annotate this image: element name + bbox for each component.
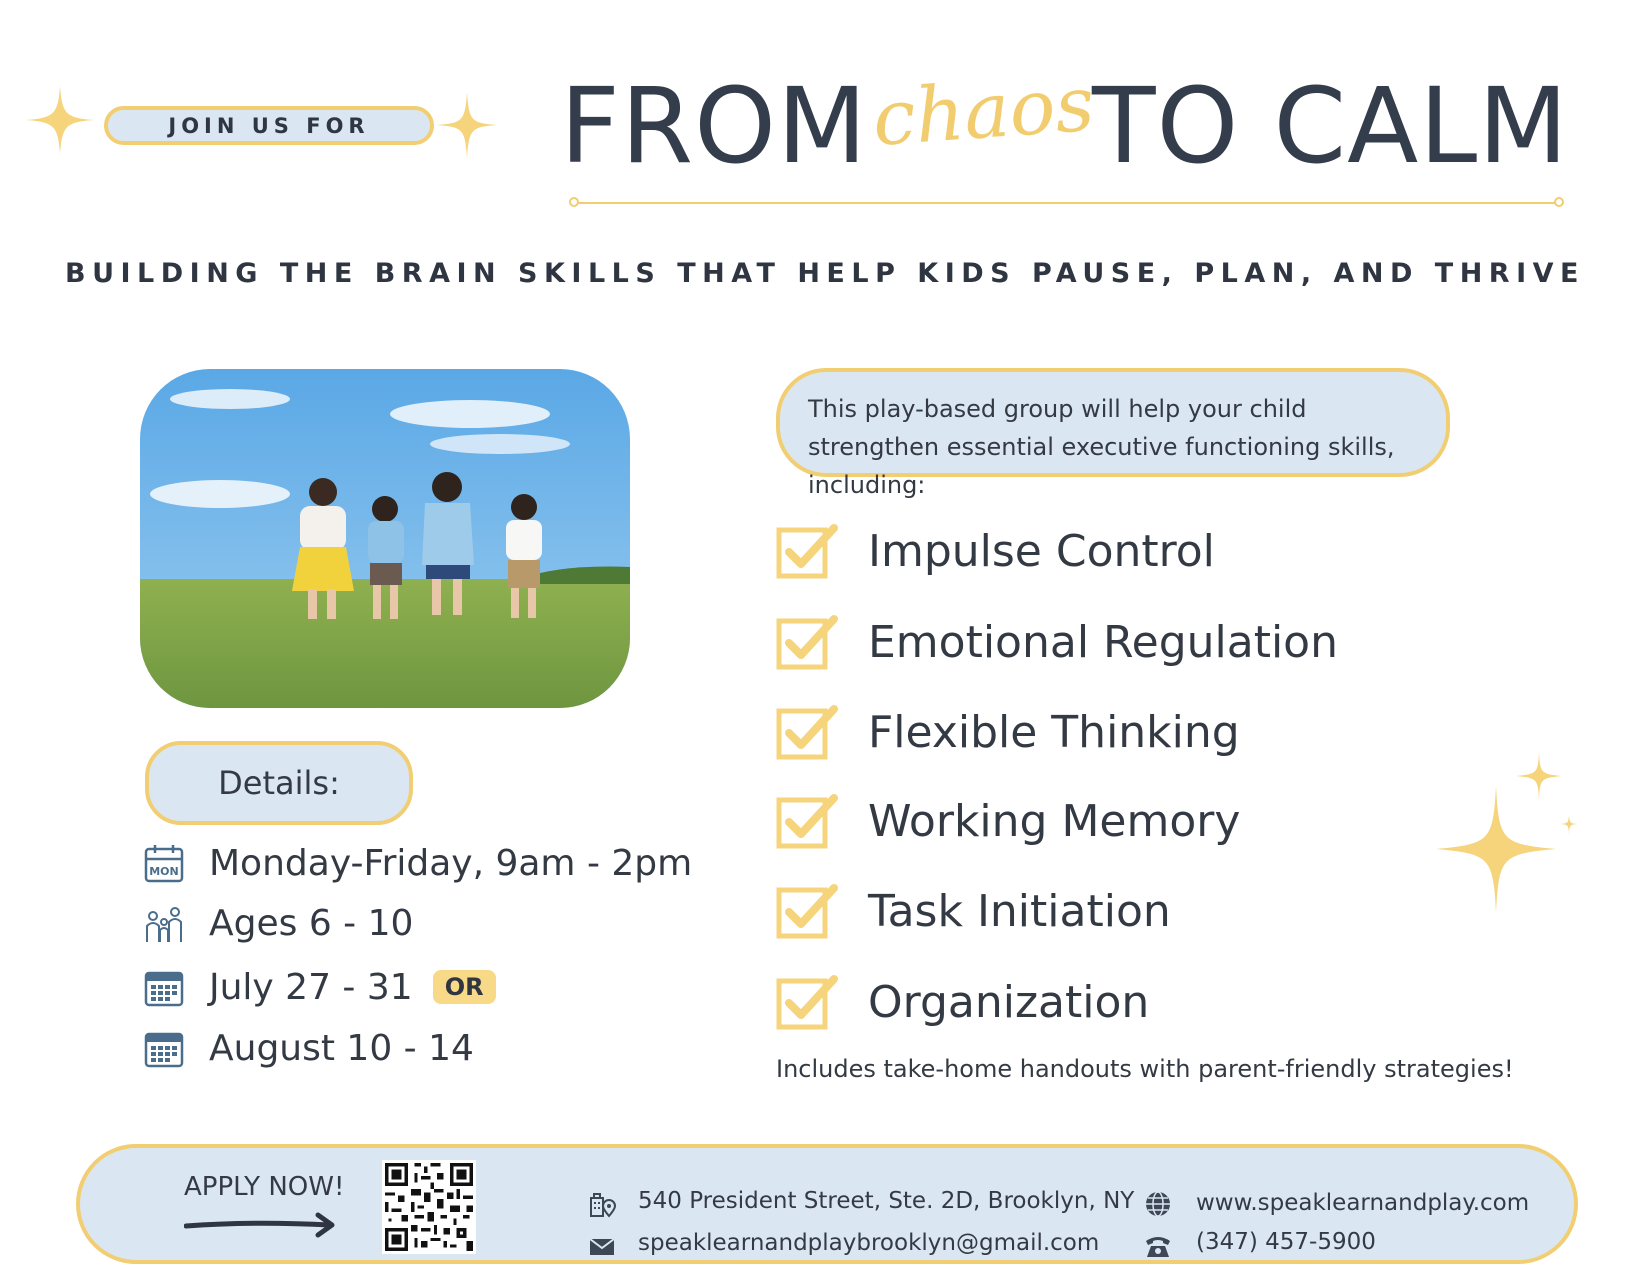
schedule-text: Monday-Friday, 9am - 2pm xyxy=(209,842,693,884)
includes-note: Includes take-home handouts with parent-friendly strategies! xyxy=(776,1055,1514,1083)
underline-dot-left xyxy=(569,197,579,207)
skill-item xyxy=(776,522,1215,580)
globe-icon xyxy=(1144,1190,1172,1218)
skill-label: Flexible Thinking xyxy=(868,706,1240,758)
or-badge: OR xyxy=(433,970,496,1004)
phone-icon xyxy=(1144,1232,1172,1260)
address-text: 540 President Street, Ste. 2D, Brooklyn, NY xyxy=(638,1188,1135,1214)
detail-schedule xyxy=(143,842,692,884)
title-chaos: chaos xyxy=(869,58,1098,163)
ages-text: Ages 6 - 10 xyxy=(209,902,414,944)
phone-text[interactable]: (347) 457-5900 xyxy=(1196,1229,1376,1255)
session-august-text: August 10 - 14 xyxy=(209,1027,474,1069)
checkbox-icon xyxy=(776,973,838,1031)
calendar-grid-icon xyxy=(143,1027,185,1069)
family-icon xyxy=(143,902,185,944)
detail-session-july xyxy=(143,966,496,1008)
subtitle: BUILDING THE BRAIN SKILLS THAT HELP KIDS PAUSE, PLAN, AND THRIVE xyxy=(65,258,1585,289)
sparkle-icon xyxy=(436,92,498,158)
detail-session-august xyxy=(143,1027,474,1069)
skill-item xyxy=(776,792,1240,850)
skill-item xyxy=(776,613,1338,671)
detail-ages xyxy=(143,902,413,944)
apply-now-label[interactable]: APPLY NOW! xyxy=(184,1172,345,1202)
sparkle-icon xyxy=(1516,752,1562,800)
skill-item xyxy=(776,703,1240,761)
svg-text:MON: MON xyxy=(149,865,179,878)
skill-label: Working Memory xyxy=(868,795,1241,847)
program-intro: This play-based group will help your child strengthen essential executive functioning skills, including: xyxy=(776,368,1450,477)
website-text[interactable]: www.speaklearnandplay.com xyxy=(1196,1190,1530,1216)
skill-label: Task Initiation xyxy=(868,885,1171,937)
building-location-icon xyxy=(588,1190,616,1218)
skill-item xyxy=(776,882,1171,940)
skill-label: Impulse Control xyxy=(868,525,1215,577)
envelope-icon xyxy=(588,1233,616,1261)
checkbox-icon xyxy=(776,522,838,580)
skill-item xyxy=(776,973,1149,1031)
title-to-calm: TO CALM xyxy=(1092,65,1569,187)
checkbox-icon xyxy=(776,613,838,671)
join-us-badge: JOIN US FOR xyxy=(104,106,434,145)
skill-label: Organization xyxy=(868,976,1150,1028)
calendar-mon-icon xyxy=(143,842,185,884)
title-from: FROM xyxy=(560,65,868,187)
checkbox-icon xyxy=(776,882,838,940)
sparkle-icon xyxy=(1436,786,1556,912)
session-july-text: July 27 - 31 xyxy=(209,966,413,1008)
title-underline xyxy=(575,202,1560,204)
kids-running-photo xyxy=(140,369,630,708)
arrow-right-icon xyxy=(184,1212,336,1238)
sparkle-icon xyxy=(26,86,94,154)
checkbox-icon xyxy=(776,703,838,761)
underline-dot-right xyxy=(1554,197,1564,207)
email-text[interactable]: speaklearnandplaybrooklyn@gmail.com xyxy=(638,1230,1100,1256)
skill-label: Emotional Regulation xyxy=(868,616,1338,668)
calendar-grid-icon xyxy=(143,966,185,1008)
sparkle-icon xyxy=(1560,814,1578,834)
qr-code-icon[interactable] xyxy=(382,1160,476,1254)
checkbox-icon xyxy=(776,792,838,850)
details-heading: Details: xyxy=(145,741,413,825)
